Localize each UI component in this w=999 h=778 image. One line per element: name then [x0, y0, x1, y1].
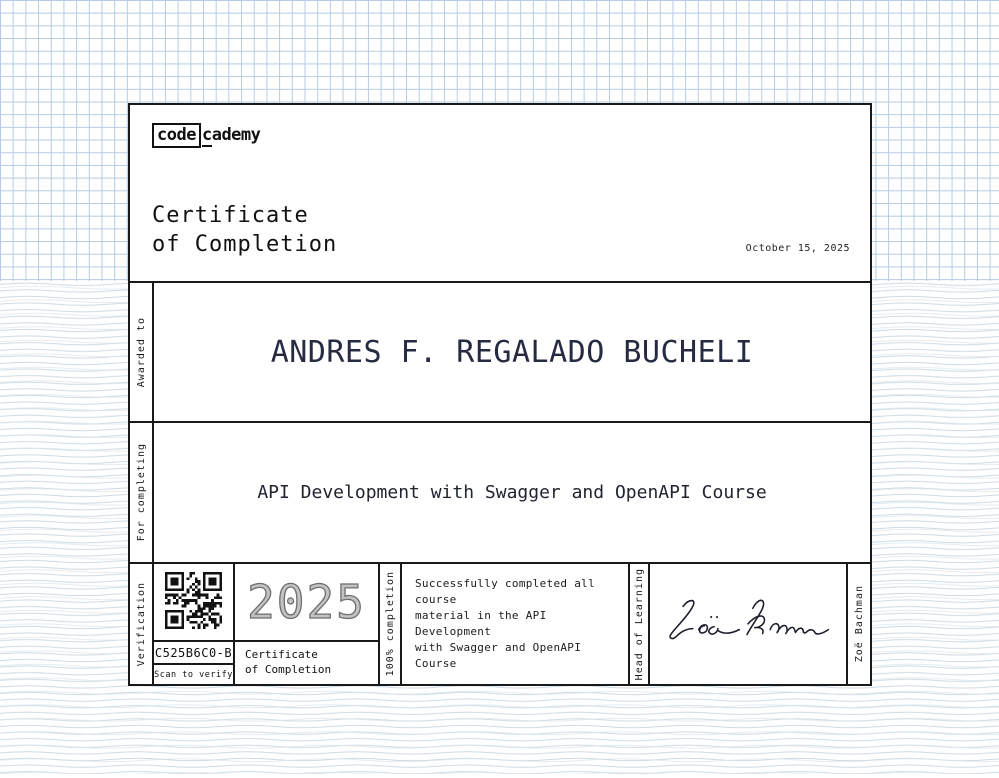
signature-cell [650, 564, 848, 684]
course-name-cell [154, 423, 870, 562]
certificate-title-line1: Certificate [152, 203, 309, 228]
signer-role-cell [630, 564, 650, 684]
description-line: Successfully completed all course [415, 577, 595, 606]
certificate-card [128, 103, 872, 686]
verification-label-cell [130, 564, 154, 684]
certificate-of-completion-small [235, 640, 378, 684]
cert-small-line2: of Completion [245, 663, 332, 676]
codecademy-logo [152, 125, 260, 145]
year-text: 2025 [247, 575, 366, 629]
signer-role-label: Head of Learning [633, 567, 645, 681]
description-line: material in the API Development [415, 609, 547, 638]
footer-row [130, 562, 870, 684]
year-column [235, 564, 380, 684]
verification-code: C525B6C0-B [154, 640, 233, 663]
description-line: with Swagger and OpenAPI Course [415, 641, 582, 670]
signature [655, 587, 841, 653]
awarded-to-label: Awarded to [135, 316, 147, 388]
certificate-date: October 15, 2025 [745, 243, 850, 254]
completion-percent-cell [380, 564, 402, 684]
qr-code [165, 572, 222, 633]
certificate-title [152, 201, 337, 259]
cert-small-line1: Certificate [245, 648, 318, 661]
qr-code-cell [154, 564, 233, 640]
logo-underlined-letter: c [201, 125, 212, 145]
scan-to-verify-label: Scan to verify [154, 663, 233, 684]
completion-percent-label: 100% completion [384, 571, 396, 677]
certificate-title-line2: of Completion [152, 232, 338, 257]
awarded-row [130, 281, 870, 421]
awardee-name: ANDRES F. REGALADO BUCHELI [270, 334, 754, 370]
signature-drawing [655, 587, 841, 649]
signer-name-cell [848, 564, 870, 684]
awardee-name-cell [154, 283, 870, 421]
for-completing-label: For completing [135, 443, 147, 542]
verification-column [154, 564, 235, 684]
certificate-header [130, 105, 870, 281]
logo-rest-text: ademy [211, 125, 261, 145]
verification-label: Verification [135, 581, 147, 667]
course-name: API Development with Swagger and OpenAPI Course [257, 482, 767, 503]
signer-name-label: Zoë Bachman [853, 585, 865, 663]
logo-boxed-text: code [152, 123, 201, 148]
awarded-to-label-cell [130, 283, 154, 421]
for-completing-label-cell [130, 423, 154, 562]
completion-description-cell [402, 564, 630, 684]
completing-row [130, 421, 870, 562]
